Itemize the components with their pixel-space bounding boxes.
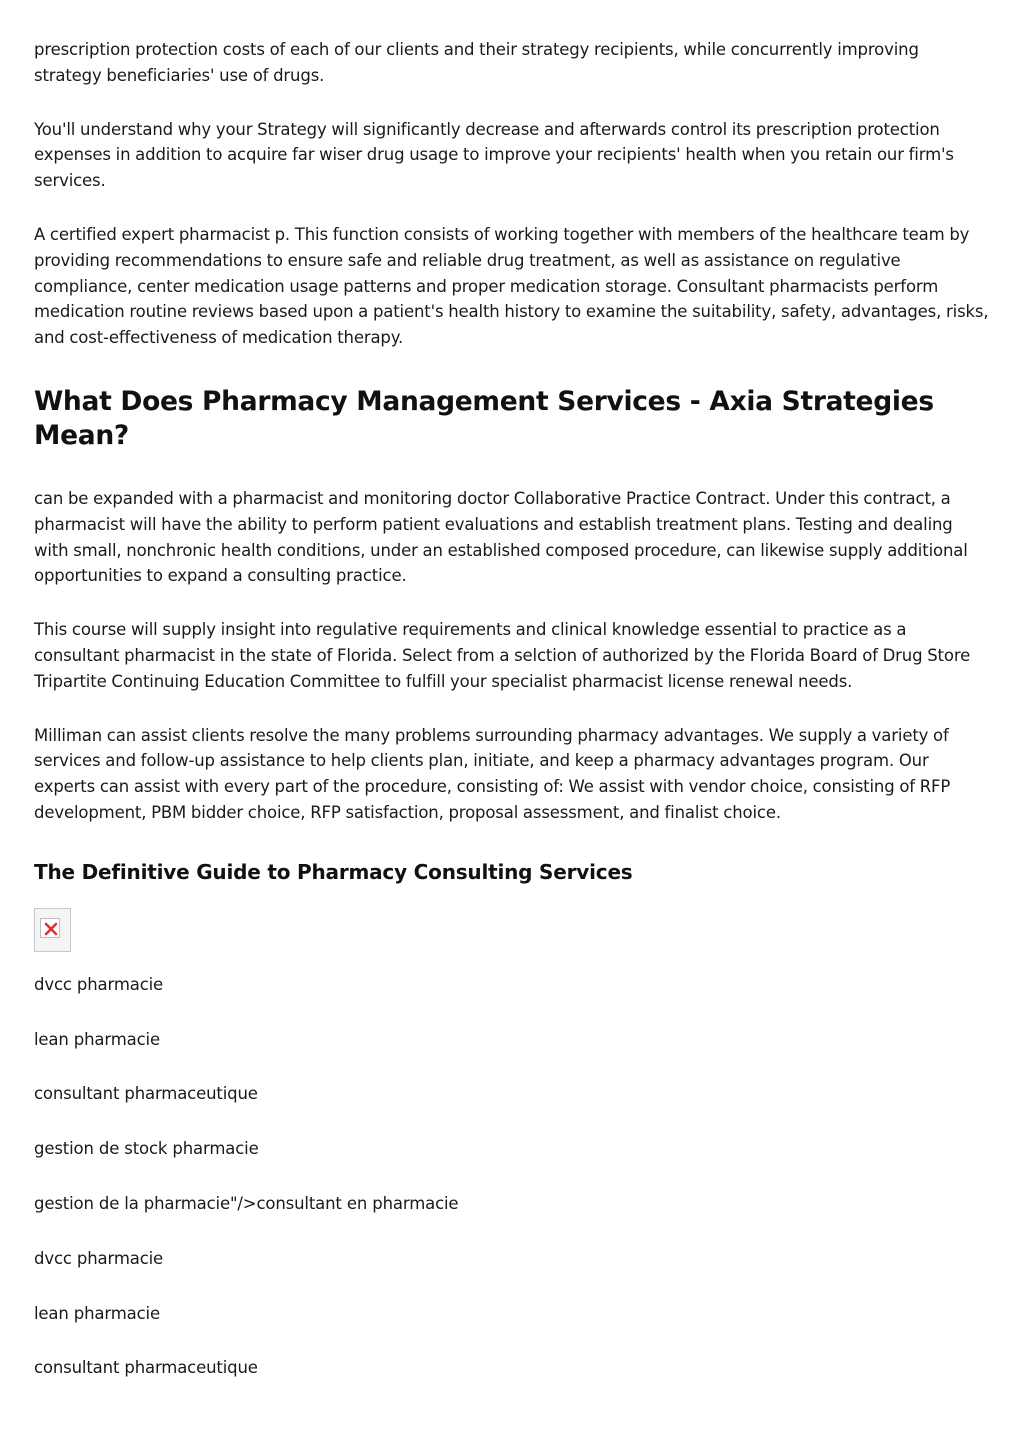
paragraph-1: prescription protection costs of each of our clients and their strategy recipients, while concurrently improving strategy beneficiaries' use of drugs. — [34, 40, 919, 85]
list-item[interactable]: gestion de la pharmacie"/>consultant en pharmacie — [34, 1193, 459, 1213]
list-item[interactable]: consultant pharmaceutique — [34, 1358, 258, 1378]
list-item[interactable]: gestion de stock pharmacie — [34, 1139, 259, 1159]
list-item[interactable]: consultant pharmaceutique — [34, 1084, 258, 1104]
keyword-list — [34, 972, 990, 1381]
broken-image-icon — [34, 908, 71, 952]
paragraph-5: This course will supply insight into regulative requirements and clinical knowledge essential to practice as a consultant pharmacist in the state of Florida. Select from a selction of authorized by the Florida Board of Drug Store Tripartite Continuing Education Committee to fulfill your specialist pharmacist license renewal needs. — [34, 620, 971, 691]
list-item[interactable]: lean pharmacie — [34, 1029, 160, 1049]
main-heading: What Does Pharmacy Management Services - Axia Strategies Mean? — [34, 385, 934, 451]
paragraph-2: You'll understand why your Strategy will significantly decrease and afterwards control its prescription protection expenses in addition to acquire far wiser drug usage to improve your recipients' health when you retain our firm's services. — [34, 119, 954, 191]
paragraph-3: A certified expert pharmacist p. This function consists of working together with members of the healthcare team by providing recommendations to ensure safe and reliable drug treatment, as well as assistance on regulative compliance, center medication usage patterns and proper medication storage. Consultant pharmacists perform medication routine reviews based upon a patient's health history to examine the suitability, safety, advantages, risks, and cost-effectiveness of medication therapy. — [34, 224, 989, 348]
broken-image-frame — [40, 918, 60, 938]
paragraph-4: can be expanded with a pharmacist and monitoring doctor Collaborative Practice Contract. Under this contract, a pharmacist will have the ability to perform patient evaluations and establish treatment plans. Testing and dealing with small, nonchronic health conditions, under an established composed procedure, can likewise supply additional opportunities to expand a consulting practice. — [34, 488, 968, 586]
list-item[interactable]: dvcc pharmacie — [34, 974, 164, 994]
paragraph-6: Milliman can assist clients resolve the many problems surrounding pharmacy advantages. We supply a variety of services and follow-up assistance to help clients plan, initiate, and keep a pharmacy advantages program. Our experts can assist with every part of the procedure, consisting of: We assist with vendor choice, consisting of RFP development, PBM bidder choice, RFP satisfaction, proposal assessment, and finalist choice. — [34, 725, 951, 822]
close-icon — [44, 922, 58, 936]
list-item[interactable]: dvcc pharmacie — [34, 1248, 164, 1268]
list-item[interactable]: lean pharmacie — [34, 1303, 160, 1323]
sub-heading: The Definitive Guide to Pharmacy Consulting Services — [34, 859, 633, 884]
